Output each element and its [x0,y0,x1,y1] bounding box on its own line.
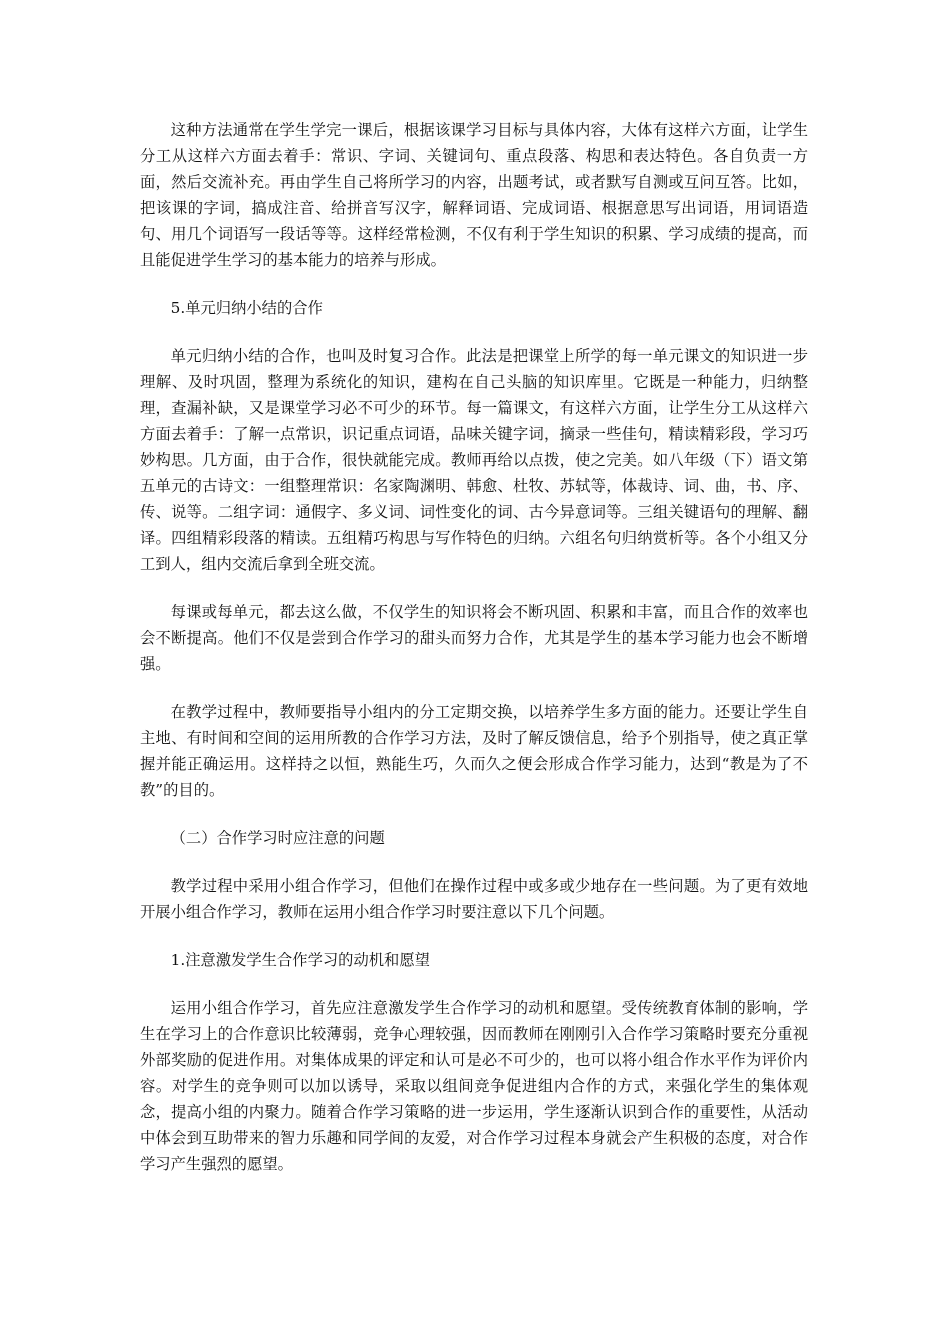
paragraph-gap [140,973,808,995]
heading-motivation: 1.注意激发学生合作学习的动机和愿望 [170,951,430,969]
heading-unit-summary-cooperation: 5.单元归纳小结的合作 [170,299,323,317]
paragraph-gap [140,577,808,599]
paragraph-every-lesson: 每课或每单元，都去这么做，不仅学生的知识将会不断巩固、积累和丰富，而且合作的效率也会不断提高。他们不仅是尝到合作学习的甜头而努力合作，尤其是学生的基本学习能力也会不断增强。 [140,603,808,673]
paragraph-group-learning-problems: 教学过程中采用小组合作学习，但他们在操作过程中或多或少地存在一些问题。为了更有效地开展小组合作学习，教师在运用小组合作学习时要注意以下几个问题。 [140,877,808,921]
document-body [140,117,808,1177]
paragraph-gap [140,321,808,343]
paragraph-self-testing-method: 这种方法通常在学生学完一课后，根据该课学习目标与具体内容，大体有这样六方面，让学生分工从这样六方面去着手：常识、字词、关键词句、重点段落、构思和表达特色。各自负责一方面，然后交流补充。再由学生自己将所学习的内容，出题考试，或者默写自测或互问互答。比如，把该课的字词，搞成注音、给拼音写汉字，解释词语、完成词语、根据意思写出词语，用词语造句、用几个词语写一段话等等。这样经常检测，不仅有利于学生知识的积累、学习成绩的提高，而且能促进学生学习的基本能力的培养与形成。 [140,121,808,269]
paragraph-gap [140,925,808,947]
paragraph-gap [140,851,808,873]
paragraph-teaching-process: 在教学过程中，教师要指导小组内的分工定期交换，以培养学生多方面的能力。还要让学生自主地、有时间和空间的运用所教的合作学习方法，及时了解反馈信息，给予个别指导，使之真正掌握并能正确运用。这样持之以恒，熟能生巧，久而久之便会形成合作学习能力，达到“教是为了不教”的目的。 [140,703,808,799]
paragraph-gap [140,677,808,699]
paragraph-gap [140,273,808,295]
paragraph-gap [140,803,808,825]
paragraph-unit-summary: 单元归纳小结的合作，也叫及时复习合作。此法是把课堂上所学的每一单元课文的知识进一步理解、及时巩固，整理为系统化的知识，建构在自己头脑的知识库里。它既是一种能力，归纳整理，查漏补缺，又是课堂学习必不可少的环节。每一篇课文，有这样六方面，让学生分工从这样六方面去着手：了解一点常识，识记重点词语，品味关键字词，摘录一些佳句，精读精彩段，学习巧妙构思。几方面，由于合作，很快就能完成。教师再给以点拨，使之完美。如八年级（下）语文第五单元的古诗文：一组整理常识：名家陶渊明、韩愈、杜牧、苏轼等，体裁诗、词、曲，书、序、传、说等。二组字词：通假字、多义词、词性变化的词、古今异意词等。三组关键语句的理解、翻译。四组精彩段落的精读。五组精巧构思与写作特色的归纳。六组名句归纳赏析等。各个小组又分工到人，组内交流后拿到全班交流。 [140,347,808,573]
paragraph-motivation: 运用小组合作学习，首先应注意激发学生合作学习的动机和愿望。受传统教育体制的影响，学生在学习上的合作意识比较薄弱，竞争心理较强，因而教师在刚刚引入合作学习策略时要充分重视外部奖励的促进作用。对集体成果的评定和认可是必不可少的，也可以将小组合作水平作为评价内容。对学生的竞争则可以加以诱导，采取以组间竞争促进组内合作的方式，来强化学生的集体观念，提高小组的内聚力。随着合作学习策略的进一步运用，学生逐渐认识到合作的重要性，从活动中体会到互助带来的智力乐趣和同学间的友爱，对合作学习过程本身就会产生积极的态度，对合作学习产生强烈的愿望。 [140,999,808,1173]
heading-issues-to-note: （二）合作学习时应注意的问题 [170,829,385,847]
